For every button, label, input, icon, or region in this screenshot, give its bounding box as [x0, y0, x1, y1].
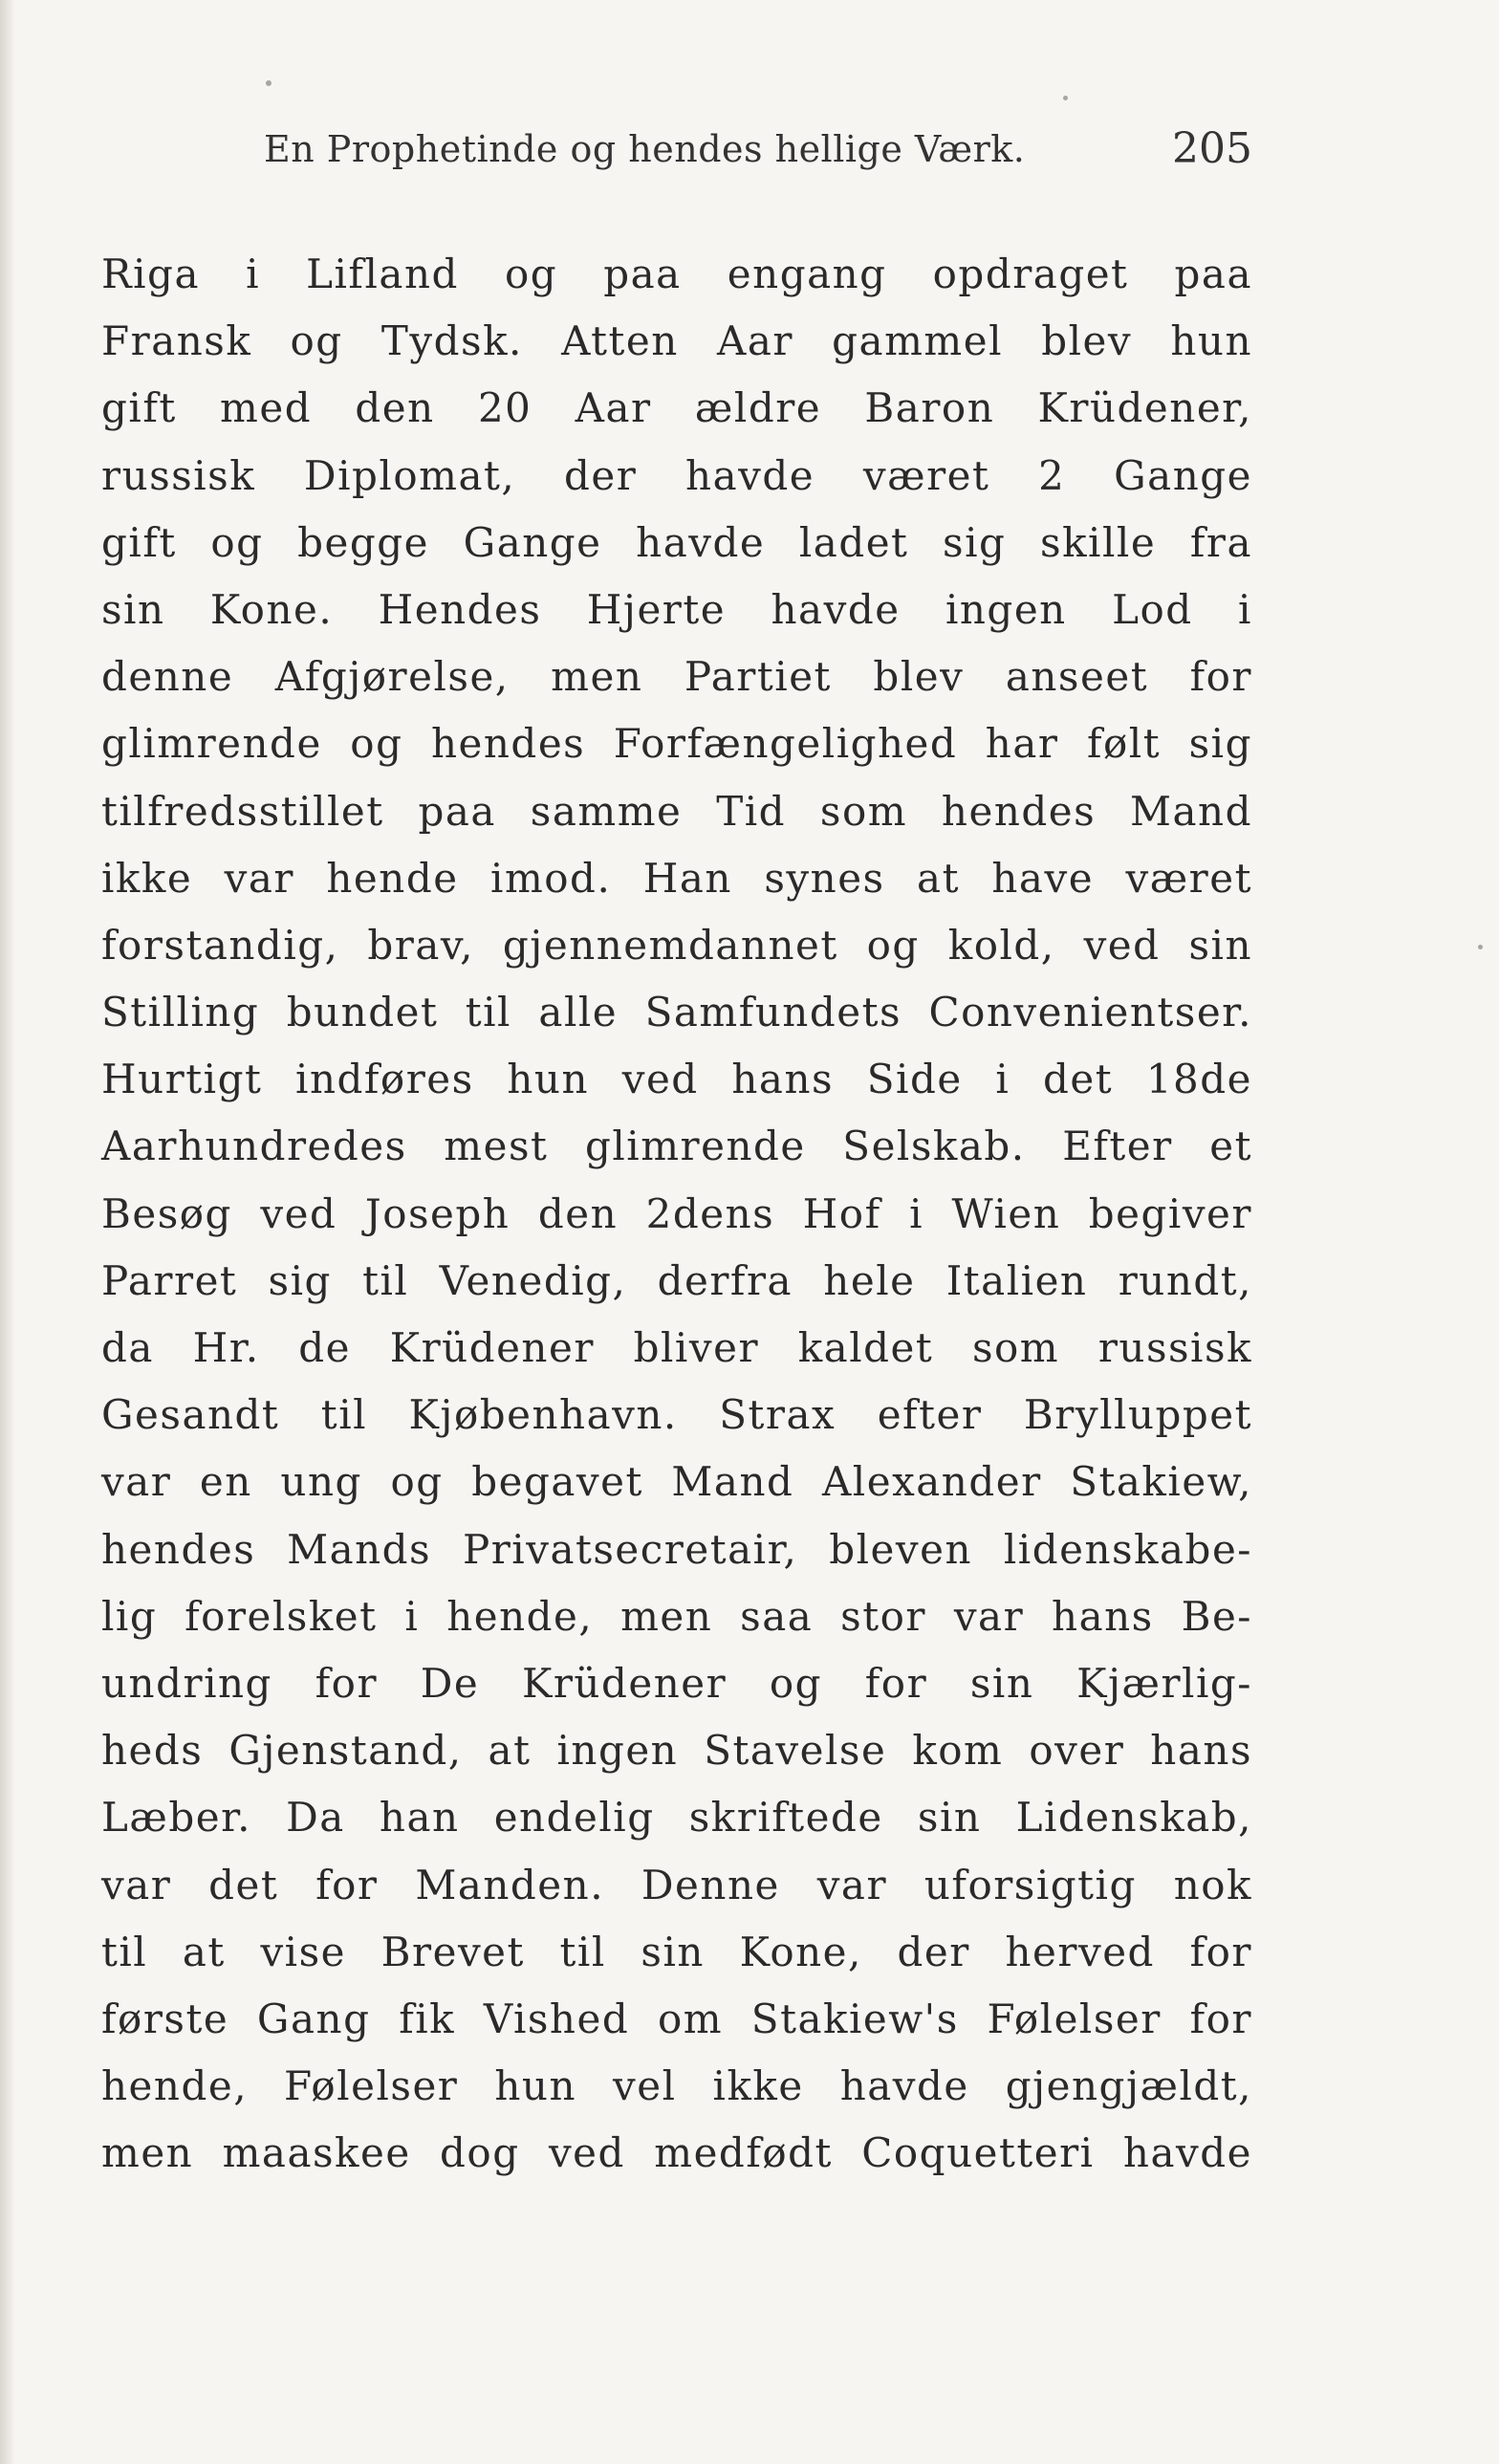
- text-line: Gesandt til Kjøbenhavn. Strax efter Brylluppet: [101, 1391, 1252, 1439]
- text-line: da Hr. de Krüdener bliver kaldet som russisk: [101, 1324, 1252, 1371]
- scan-edge: [0, 0, 13, 2464]
- text-line: Besøg ved Joseph den 2dens Hof i Wien begiver: [101, 1189, 1252, 1237]
- text-line: Stilling bundet til alle Samfundets Convenientser.: [101, 989, 1252, 1036]
- running-title: En Prophetinde og hendes hellige Værk.: [264, 128, 1026, 170]
- text-line: gift og begge Gange havde ladet sig skille fra: [101, 518, 1252, 566]
- text-line: denne Afgjørelse, men Partiet blev anseet for: [101, 653, 1252, 701]
- text-line: ikke var hende imod. Han synes at have været: [101, 854, 1252, 902]
- page-number: 205: [1172, 124, 1252, 173]
- text-line: Parret sig til Venedig, derfra hele Italien rundt,: [101, 1256, 1252, 1304]
- text-line: var en ung og begavet Mand Alexander Stakiew,: [101, 1458, 1252, 1506]
- dust-speck: [1478, 945, 1483, 949]
- text-line: Riga i Lifland og paa engang opdraget paa: [101, 251, 1252, 297]
- text-line: lig forelsket i hende, men saa stor var hans Be-: [101, 1592, 1252, 1640]
- text-line: glimrende og hendes Forfængelighed har følt sig: [101, 720, 1252, 768]
- body-text: [101, 241, 1252, 2187]
- text-line: til at vise Brevet til sin Kone, der herved for: [101, 1928, 1252, 1975]
- text-line: hendes Mands Privatsecretair, bleven lidenskabe-: [101, 1525, 1252, 1573]
- text-line: var det for Manden. Denne var uforsigtig nok: [101, 1861, 1252, 1908]
- text-line: men maaskee dog ved medfødt Coquetteri havde: [101, 2129, 1252, 2177]
- text-line: tilfredsstillet paa samme Tid som hendes Mand: [101, 787, 1252, 835]
- dust-speck: [266, 80, 272, 86]
- page-header: [264, 124, 1252, 185]
- text-line: gift med den 20 Aar ældre Baron Krüdener,: [101, 384, 1252, 432]
- text-line: russisk Diplomat, der havde været 2 Gange: [101, 451, 1252, 499]
- text-line: Læber. Da han endelig skriftede sin Lidenskab,: [101, 1794, 1252, 1842]
- text-line: Fransk og Tydsk. Atten Aar gammel blev hun: [101, 317, 1252, 365]
- dust-speck: [1063, 96, 1068, 100]
- text-line: hende, Følelser hun vel ikke havde gjengjældt,: [101, 2062, 1252, 2110]
- text-line: første Gang fik Vished om Stakiew's Følelser for: [101, 1995, 1252, 2042]
- text-line: undring for De Krüdener og for sin Kjærlig-: [101, 1659, 1252, 1707]
- text-line: heds Gjenstand, at ingen Stavelse kom over hans: [101, 1727, 1252, 1775]
- text-line: Hurtigt indføres hun ved hans Side i det 18de: [101, 1056, 1252, 1103]
- text-line: Aarhundredes mest glimrende Selskab. Efter et: [101, 1123, 1252, 1170]
- text-line: sin Kone. Hendes Hjerte havde ingen Lod i: [101, 585, 1252, 633]
- text-line: forstandig, brav, gjennemdannet og kold, ved sin: [101, 921, 1252, 969]
